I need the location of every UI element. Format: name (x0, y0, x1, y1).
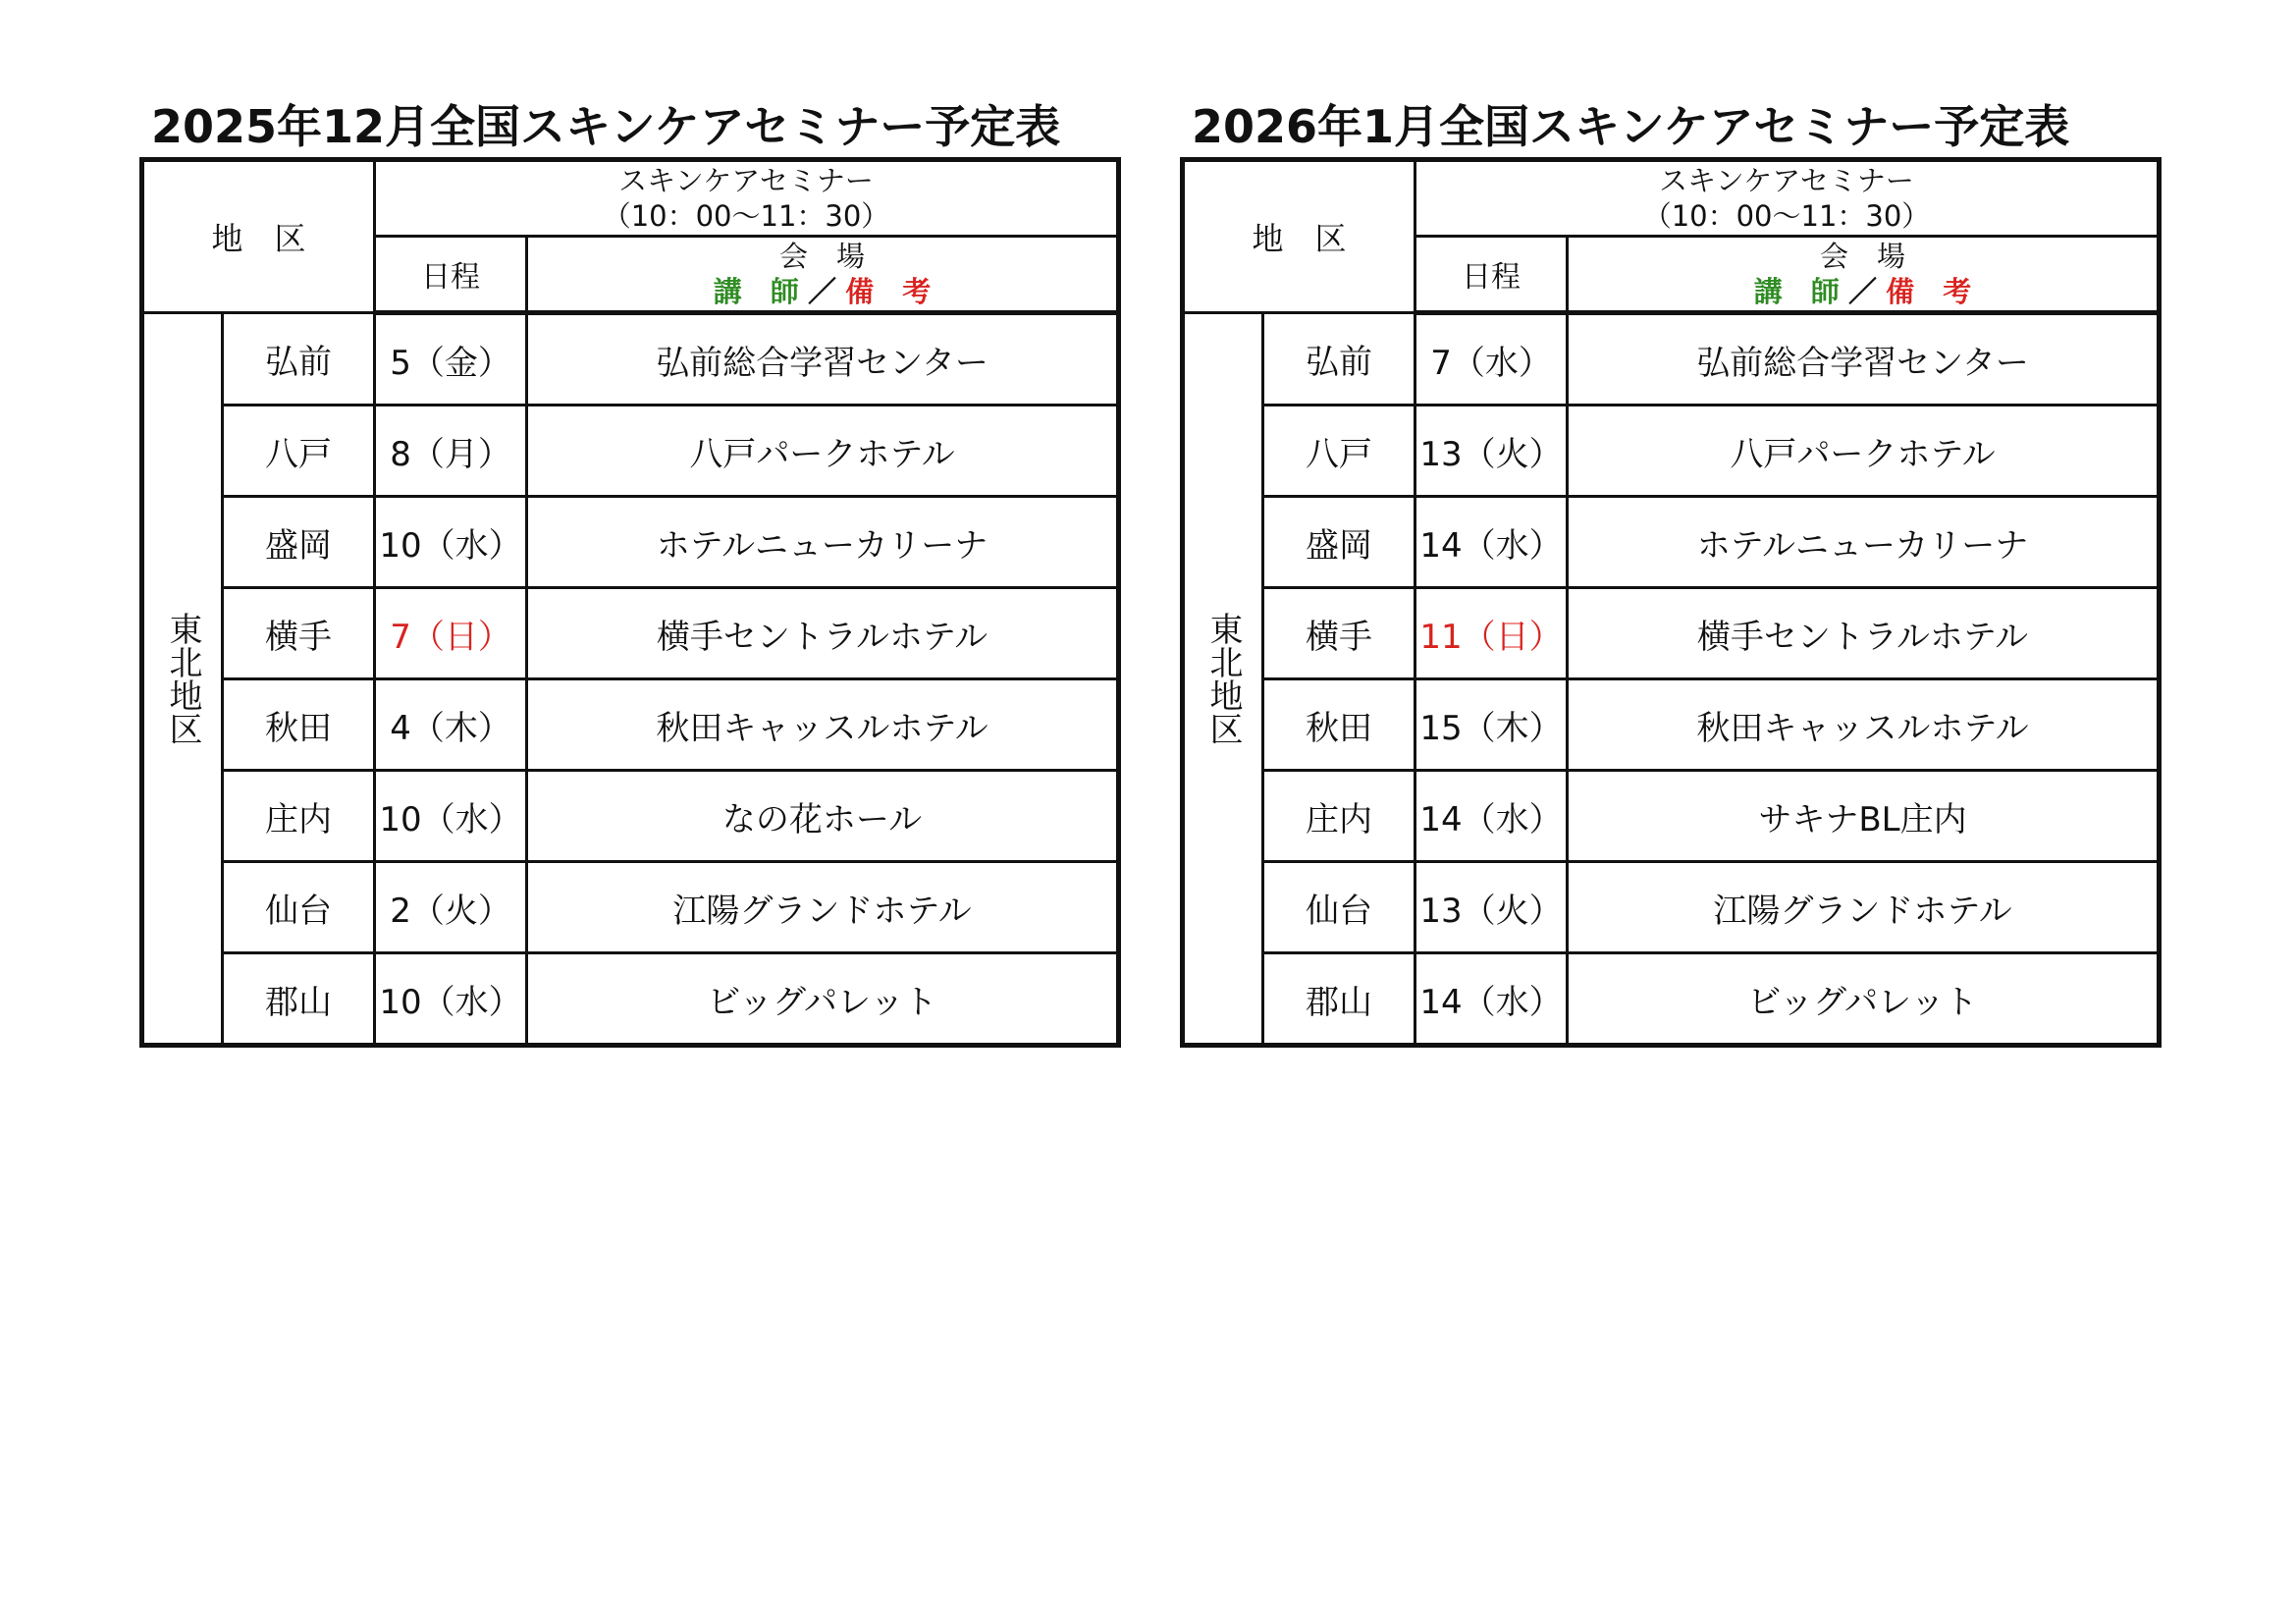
date-cell: 7（日） (375, 588, 527, 679)
table-row (1183, 679, 2160, 771)
date-cell: 5（金） (375, 313, 527, 406)
date-cell: 14（水） (1415, 497, 1568, 588)
header-seminar-time: （10：00～11：30） (1642, 199, 1931, 233)
city-cell: 盛岡 (1263, 497, 1415, 588)
header-separator: ／ (1848, 275, 1878, 308)
schedule-title: 2026年1月全国スキンケアセミナー予定表 (1192, 100, 2070, 153)
header-date: 日程 (1415, 237, 1568, 313)
venue-cell: 秋田キャッスルホテル (1568, 679, 2160, 771)
region-group-label: 東北地区 (1183, 313, 1263, 1046)
date-cell: 14（水） (1415, 953, 1568, 1046)
header-venue (1568, 237, 2160, 313)
schedule-body (1183, 160, 2160, 1046)
table-row (142, 679, 1119, 771)
header-region: 地 区 (1183, 160, 1415, 313)
header-remarks: 備 考 (1886, 275, 1972, 308)
date-cell: 10（水） (375, 771, 527, 862)
venue-cell: なの花ホール (527, 771, 1119, 862)
venue-cell: ビッグパレット (527, 953, 1119, 1046)
venue-cell: 弘前総合学習センター (1568, 313, 2160, 406)
table-row (142, 771, 1119, 862)
header-date: 日程 (375, 237, 527, 313)
header-seminar-name: スキンケアセミナー (618, 164, 874, 197)
region-group-label: 東北地区 (142, 313, 223, 1046)
header-seminar-name: スキンケアセミナー (1659, 164, 1914, 197)
table-row (142, 406, 1119, 497)
date-cell: 15（木） (1415, 679, 1568, 771)
venue-cell: サキナBL庄内 (1568, 771, 2160, 862)
venue-cell: ホテルニューカリーナ (1568, 497, 2160, 588)
table-row (1183, 862, 2160, 953)
header-seminar (375, 160, 1119, 237)
date-cell: 13（火） (1415, 406, 1568, 497)
venue-cell: 横手セントラルホテル (1568, 588, 2160, 679)
table-row (142, 497, 1119, 588)
header-venue-label: 会 場 (1820, 240, 1906, 273)
city-cell: 庄内 (223, 771, 375, 862)
date-cell: 11（日） (1415, 588, 1568, 679)
city-cell: 庄内 (1263, 771, 1415, 862)
header-venue-label: 会 場 (779, 240, 866, 273)
venue-cell: ビッグパレット (1568, 953, 2160, 1046)
header-instructor-remarks (1569, 274, 2157, 309)
table-row (1183, 588, 2160, 679)
city-cell: 秋田 (223, 679, 375, 771)
city-cell: 仙台 (223, 862, 375, 953)
city-cell: 盛岡 (223, 497, 375, 588)
date-cell: 13（火） (1415, 862, 1568, 953)
city-cell: 弘前 (1263, 313, 1415, 406)
table-row (142, 313, 1119, 406)
header-instructor-remarks (528, 274, 1116, 309)
table-row (1183, 313, 2160, 406)
schedule-table (1180, 157, 2162, 1048)
schedule-january-2026 (1180, 96, 2162, 1048)
header-separator: ／ (808, 275, 837, 308)
header-instructor: 講 師 (1753, 275, 1840, 308)
header-row-top (142, 160, 1119, 237)
city-cell: 仙台 (1263, 862, 1415, 953)
venue-cell: 江陽グランドホテル (1568, 862, 2160, 953)
venue-cell: 弘前総合学習センター (527, 313, 1119, 406)
table-row (142, 588, 1119, 679)
date-cell: 10（水） (375, 953, 527, 1046)
date-cell: 2（火） (375, 862, 527, 953)
city-cell: 横手 (223, 588, 375, 679)
header-seminar-time: （10：00～11：30） (602, 199, 890, 233)
city-cell: 横手 (1263, 588, 1415, 679)
date-cell: 7（水） (1415, 313, 1568, 406)
table-row (142, 953, 1119, 1046)
city-cell: 秋田 (1263, 679, 1415, 771)
date-cell: 8（月） (375, 406, 527, 497)
header-venue (527, 237, 1119, 313)
city-cell: 郡山 (223, 953, 375, 1046)
venue-cell: 江陽グランドホテル (527, 862, 1119, 953)
header-region: 地 区 (142, 160, 375, 313)
header-row-top (1183, 160, 2160, 237)
schedule-title: 2025年12月全国スキンケアセミナー予定表 (151, 100, 1061, 153)
header-seminar (1415, 160, 2160, 237)
city-cell: 弘前 (223, 313, 375, 406)
date-cell: 14（水） (1415, 771, 1568, 862)
venue-cell: ホテルニューカリーナ (527, 497, 1119, 588)
schedule-table (139, 157, 1121, 1048)
table-row (142, 862, 1119, 953)
venue-cell: 八戸パークホテル (1568, 406, 2160, 497)
table-row (1183, 406, 2160, 497)
venue-cell: 秋田キャッスルホテル (527, 679, 1119, 771)
table-row (1183, 497, 2160, 588)
schedule-body (142, 160, 1119, 1046)
table-row (1183, 953, 2160, 1046)
city-cell: 八戸 (223, 406, 375, 497)
schedule-december-2025 (139, 96, 1121, 1048)
city-cell: 郡山 (1263, 953, 1415, 1046)
header-instructor: 講 師 (713, 275, 799, 308)
date-cell: 4（木） (375, 679, 527, 771)
table-row (1183, 771, 2160, 862)
venue-cell: 横手セントラルホテル (527, 588, 1119, 679)
venue-cell: 八戸パークホテル (527, 406, 1119, 497)
city-cell: 八戸 (1263, 406, 1415, 497)
header-remarks: 備 考 (845, 275, 932, 308)
date-cell: 10（水） (375, 497, 527, 588)
